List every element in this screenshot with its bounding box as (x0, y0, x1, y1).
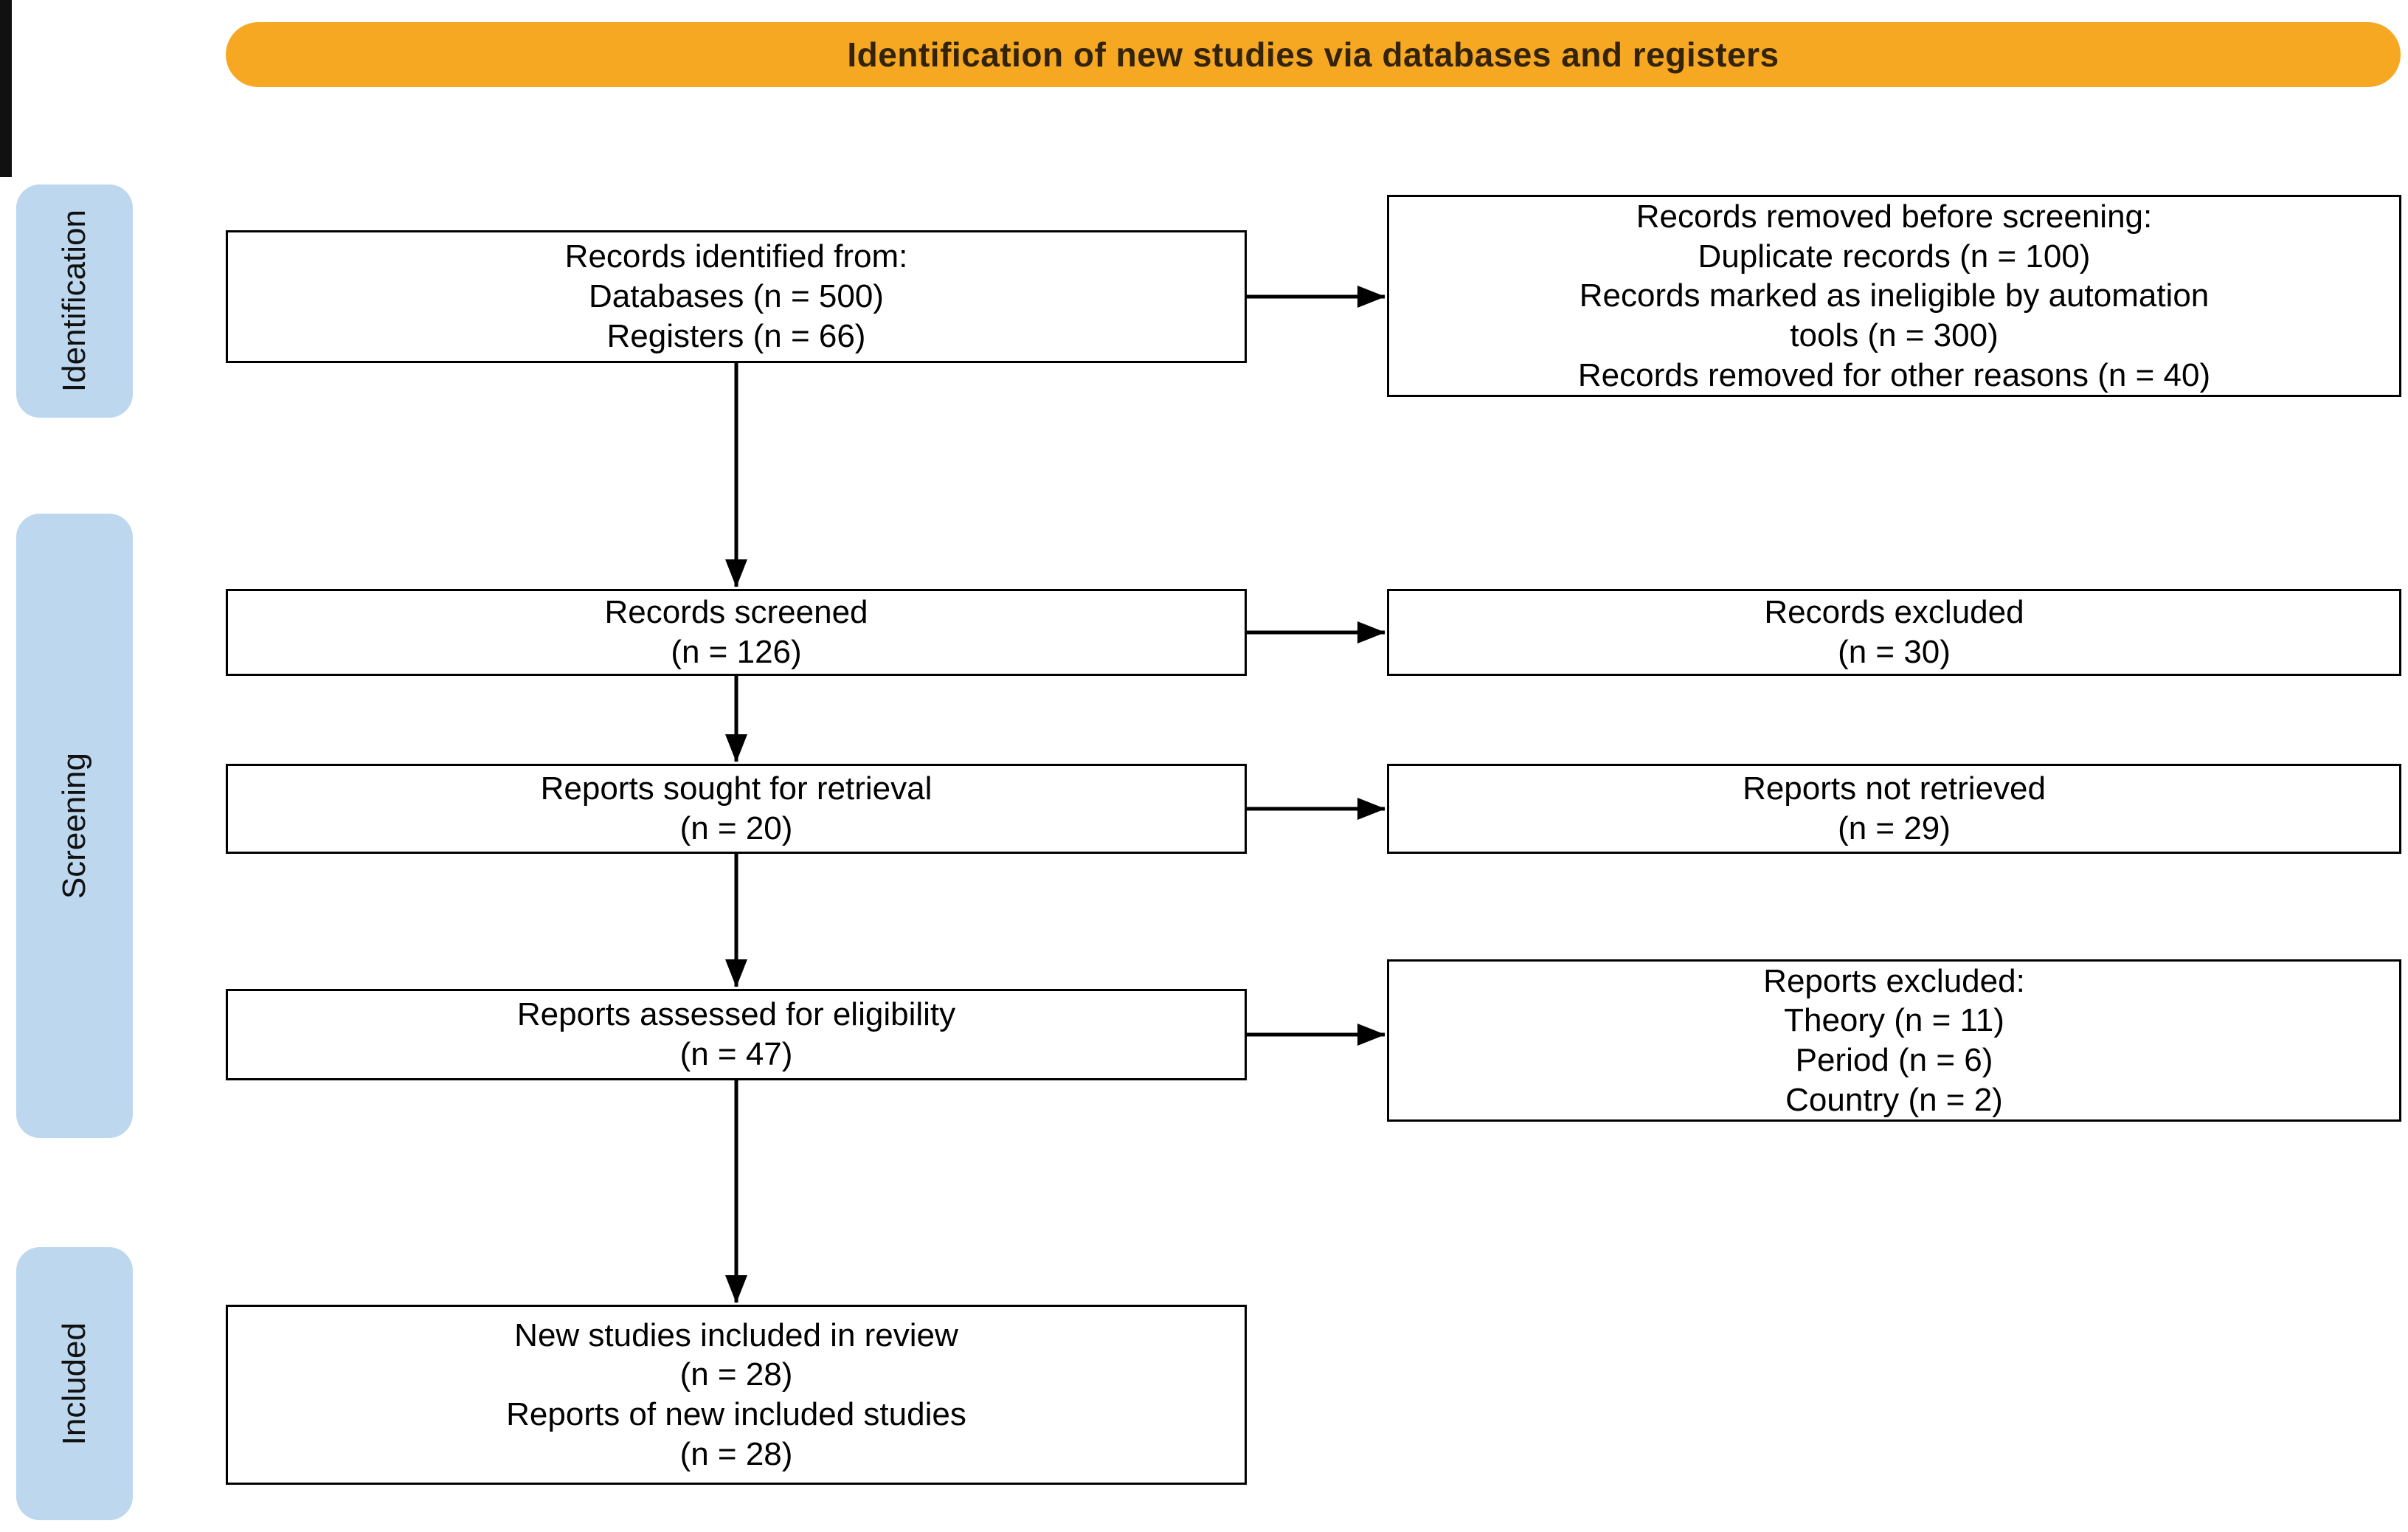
banner-title: Identification of new studies via databases and registers (847, 35, 1779, 74)
side-box-records-excluded (1387, 589, 2401, 676)
flow-box-records-identified (226, 230, 1247, 363)
box-line: Records identified from: (564, 238, 908, 275)
box-line: (n = 20) (679, 810, 793, 846)
box-line: New studies included in review (514, 1317, 958, 1353)
side-box-records-removed (1387, 195, 2401, 397)
flow-box-records-screened (226, 589, 1247, 676)
stage-pill-identification (16, 184, 133, 418)
side-box-reports-excluded (1387, 959, 2401, 1122)
flow-box-studies-included (226, 1305, 1247, 1485)
box-line: Duplicate records (n = 100) (1698, 238, 2091, 275)
box-line: Theory (n = 11) (1784, 1002, 2004, 1039)
box-line: (n = 28) (679, 1356, 793, 1393)
stage-pill-included (16, 1247, 133, 1520)
box-line: Records excluded (1764, 594, 2024, 631)
stage-label-screening: Screening (56, 752, 92, 900)
side-box-reports-not-retrieved (1387, 764, 2401, 854)
box-line: tools (n = 300) (1790, 317, 1999, 353)
box-line: Reports assessed for eligibility (516, 996, 956, 1033)
box-line: Country (n = 2) (1785, 1081, 2003, 1118)
box-line: Records removed before screening: (1636, 198, 2153, 235)
stage-label-included: Included (56, 1322, 92, 1446)
box-line: (n = 30) (1838, 634, 1951, 670)
stage-label-identification: Identification (56, 210, 92, 393)
flow-box-reports-assessed (226, 989, 1247, 1080)
edge-artifact-bar (0, 0, 12, 177)
box-line: Reports excluded: (1763, 962, 2025, 999)
box-line: Registers (n = 66) (606, 317, 866, 354)
box-line: Databases (n = 500) (589, 278, 884, 315)
box-line: Records marked as ineligible by automation (1579, 277, 2210, 314)
box-line: (n = 28) (679, 1435, 793, 1472)
box-line: Reports not retrieved (1743, 770, 2046, 807)
box-line: (n = 126) (671, 634, 802, 670)
banner-pill (226, 22, 2401, 87)
box-line: Period (n = 6) (1795, 1042, 1993, 1078)
box-line: Records screened (604, 594, 868, 631)
flow-box-reports-sought (226, 764, 1247, 854)
box-line: Records removed for other reasons (n = 40) (1577, 356, 2211, 393)
box-line: Reports sought for retrieval (540, 770, 933, 807)
box-line: (n = 47) (679, 1036, 793, 1072)
box-line: Reports of new included studies (506, 1396, 966, 1432)
box-line: (n = 29) (1838, 810, 1951, 846)
stage-pill-screening (16, 514, 133, 1138)
